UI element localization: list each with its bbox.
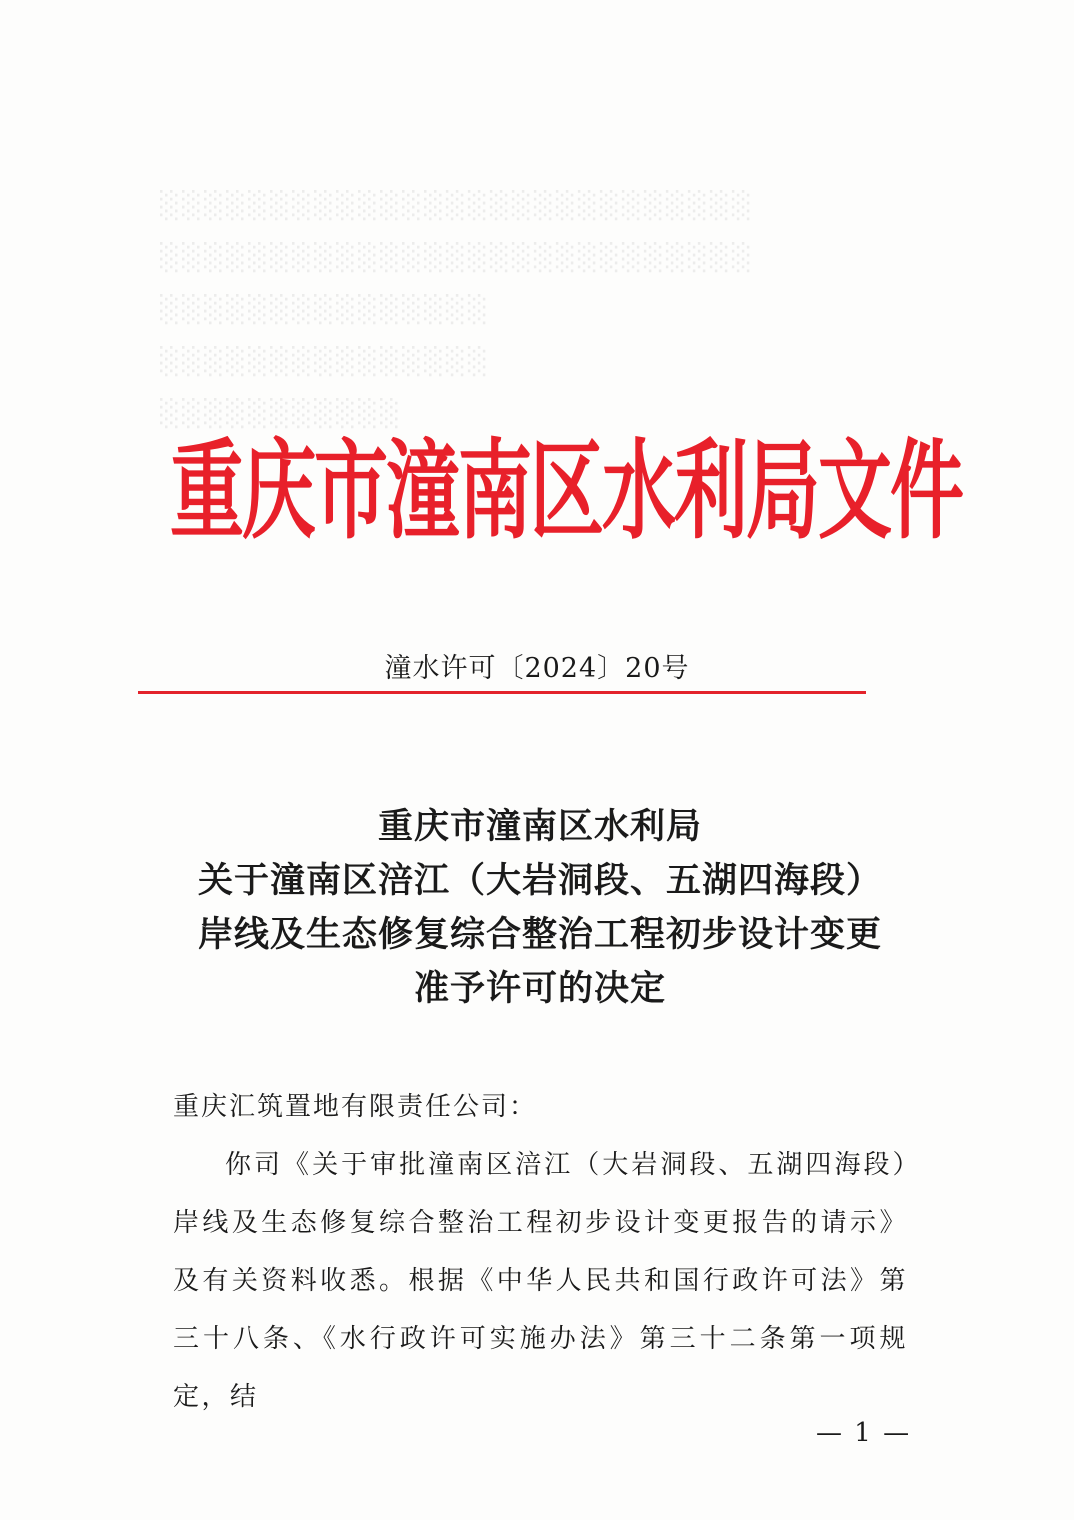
document-number: 潼水许可〔2024〕20号 <box>384 653 690 684</box>
document-title <box>120 800 960 1016</box>
reverse-side-bleed-through: ░░░░░░░░░░░░░░░░░░░░░░░░░░░ ░░░░░░░░░░░░░░░░░░░░░░░░░░░ ░░░░░░░░░░░░░░░ ░░░░░░░░░░░░░░░ ░░░░░░░░░░░ <box>160 191 754 429</box>
title-line-3: 岸线及生态修复综合整治工程初步设计变更 <box>197 914 882 955</box>
title-line-4: 准予许可的决定 <box>413 968 666 1009</box>
document-body <box>173 1078 908 1426</box>
body-paragraph: 你司《关于审批潼南区涪江（大岩洞段、五湖四海段）岸线及生态修复综合整治工程初步设计变更报告的请示》及有关资料收悉。根据《中华人民共和国行政许可法》第三十八条、《水行政许可实施办法》第三十二条第一项规定，结 <box>173 1150 908 1412</box>
issuer-header-title: 重庆市潼南区水利局文件 <box>170 429 962 554</box>
red-divider-line <box>138 691 866 694</box>
title-line-2: 关于潼南区涪江（大岩洞段、五湖四海段） <box>197 860 882 901</box>
title-line-1: 重庆市潼南区水利局 <box>377 806 702 847</box>
page-number: — 1 — <box>816 1418 912 1448</box>
salutation: 重庆汇筑置地有限责任公司： <box>173 1092 538 1122</box>
